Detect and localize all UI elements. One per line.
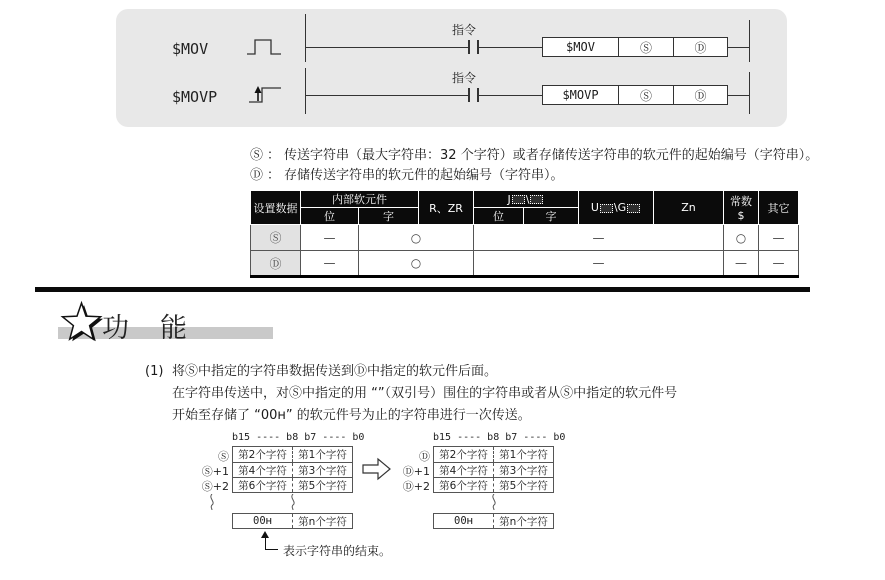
memory-cell: 第2个字符 [238, 449, 287, 461]
function-line-3: 开始至存储了 “00ʜ” 的软元件号为止的字符串进行一次传送。 [172, 408, 531, 423]
memory-cell: 第2个字符 [439, 449, 488, 461]
table-row-d [251, 251, 799, 277]
memory-row [434, 477, 553, 492]
col-constant [724, 191, 759, 225]
note-s-text: 传送字符串（最大字符串：32 个字符）或者存储传送字符串的软元件的起始编号（字符串）。 [284, 148, 819, 163]
cell-const: ○ [724, 225, 759, 251]
ladder-wire [305, 47, 468, 48]
instr-name-movp: $MOVP [172, 88, 218, 106]
block-operand-d: Ⓓ [673, 38, 727, 56]
memory-cell: 第1个字符 [292, 447, 352, 462]
break-squiggle-icon [489, 494, 499, 510]
dest-label-1: Ⓓ+1 [402, 465, 430, 478]
function-line-2: 在字符串传送中，对Ⓢ中指定的用 “”（双引号）围住的字符串或者从Ⓢ中指定的软元件号 [172, 386, 678, 401]
cell-link: — [474, 251, 724, 277]
ladder-wire [728, 95, 749, 96]
ladder-wire [305, 95, 468, 96]
memory-cell: 第n个字符 [493, 514, 553, 528]
cell-bit: — [301, 251, 359, 277]
placeholder-box-icon [600, 204, 613, 213]
j-prefix: J [507, 192, 511, 206]
col-zn: Zn [654, 191, 724, 225]
memory-row [434, 447, 553, 462]
row-operand-d: Ⓓ [251, 251, 301, 277]
memory-cell: 第4个字符 [439, 464, 488, 477]
constant-symbol: $ [737, 209, 745, 222]
table-row-s [251, 225, 799, 251]
col-internal-word: 字 [359, 208, 419, 225]
block-name: $MOVP [562, 88, 599, 102]
col-link-bit: 位 [474, 208, 524, 225]
memory-cell: 第5个字符 [493, 478, 553, 492]
memory-cell: 第6个字符 [238, 479, 287, 492]
col-other: 其它 [759, 191, 799, 225]
memory-cell: 第4个字符 [238, 464, 287, 477]
terminator-cell: 00ʜ [253, 515, 272, 527]
contact-bar [468, 40, 470, 54]
star-icon [55, 298, 107, 348]
instr-name-mov: $MOV [172, 40, 209, 58]
left-bus [305, 14, 306, 62]
end-pointer-elbow [265, 549, 278, 550]
cell-word-rzr: ○ [359, 251, 474, 277]
operand-s-symbol: Ⓢ [250, 148, 264, 163]
row-operand-s: Ⓢ [251, 225, 301, 251]
col-set-data: 设置数据 [251, 191, 301, 225]
cell-const: — [724, 251, 759, 277]
break-squiggle-icon [207, 494, 217, 510]
transfer-arrow-icon [362, 457, 392, 481]
source-bit-header: b15 ---- b8 b7 ---- b0 [232, 432, 365, 443]
col-internal-bit: 位 [301, 208, 359, 225]
col-buffer-memory [579, 191, 654, 225]
command-label: 指令 [452, 23, 477, 37]
memory-cell: 第6个字符 [439, 479, 488, 492]
col-link-direct [474, 191, 579, 208]
end-of-string-note: 表示字符串的结束。 [283, 544, 392, 558]
cell-link: — [474, 225, 724, 251]
dest-label-0: Ⓓ [419, 450, 430, 463]
block-operand-s: Ⓢ [618, 38, 673, 56]
instruction-block-movp [542, 85, 728, 105]
ladder-wire [479, 47, 542, 48]
dest-label-2: Ⓓ+2 [402, 480, 430, 493]
pulse-icon [246, 37, 282, 57]
note-d [250, 164, 564, 183]
u-separator: \G [613, 201, 627, 214]
instruction-block-mov [542, 37, 728, 57]
block-name: $MOV [566, 40, 595, 54]
note-s [250, 144, 818, 163]
col-internal-device: 内部软元件 [301, 191, 419, 208]
memory-cell: 第3个字符 [493, 463, 553, 477]
memory-cell: 第1个字符 [493, 447, 553, 462]
colon: ： [267, 168, 281, 183]
dest-memory-box [433, 446, 554, 493]
j-separator: \ [525, 192, 530, 206]
source-label-1: Ⓢ+1 [201, 465, 229, 478]
memory-cell: 第5个字符 [292, 478, 352, 492]
memory-cell: 第3个字符 [292, 463, 352, 477]
cell-bit: — [301, 225, 359, 251]
col-r-zr: R、ZR [419, 191, 474, 225]
right-bus [749, 20, 750, 62]
ladder-wire [728, 47, 749, 48]
command-label: 指令 [452, 71, 477, 85]
source-last-row [232, 513, 353, 529]
function-line-1: 将Ⓢ中指定的字符串数据传送到Ⓓ中指定的软元件后面。 [172, 364, 498, 379]
terminator-cell: 00ʜ [454, 515, 473, 527]
cell-other: — [759, 251, 799, 277]
constant-label: 常数 [730, 195, 752, 208]
memory-row [233, 447, 352, 462]
dest-last-row [433, 513, 554, 529]
dest-bit-header: b15 ---- b8 b7 ---- b0 [433, 432, 566, 443]
placeholder-box-icon [627, 204, 640, 213]
rising-edge-icon [248, 84, 284, 106]
block-operand-d: Ⓓ [673, 86, 727, 104]
break-squiggle-icon [288, 494, 298, 510]
note-d-text: 存储传送字符串的软元件的起始编号（字符串）。 [284, 168, 564, 183]
memory-row [434, 462, 553, 477]
section-title: 功 能 [102, 313, 189, 344]
contact-bar [468, 88, 470, 102]
right-bus [749, 72, 750, 114]
function-item-number: (1) [145, 364, 164, 379]
col-link-word: 字 [524, 208, 579, 225]
operand-d-symbol: Ⓓ [250, 168, 264, 183]
device-table [250, 190, 799, 278]
memory-row [233, 462, 352, 477]
placeholder-box-icon [530, 195, 543, 204]
block-operand-s: Ⓢ [618, 86, 673, 104]
u-prefix: U [590, 201, 599, 214]
ladder-wire [479, 95, 542, 96]
colon: ： [267, 148, 281, 163]
source-label-2: Ⓢ+2 [201, 480, 229, 493]
cell-word-rzr: ○ [359, 225, 474, 251]
memory-cell: 第n个字符 [292, 514, 352, 528]
section-divider [35, 287, 810, 292]
placeholder-box-icon [512, 195, 525, 204]
source-memory-box [232, 446, 353, 493]
cell-other: — [759, 225, 799, 251]
left-bus [305, 68, 306, 114]
source-label-0: Ⓢ [218, 450, 229, 463]
memory-row [233, 477, 352, 492]
